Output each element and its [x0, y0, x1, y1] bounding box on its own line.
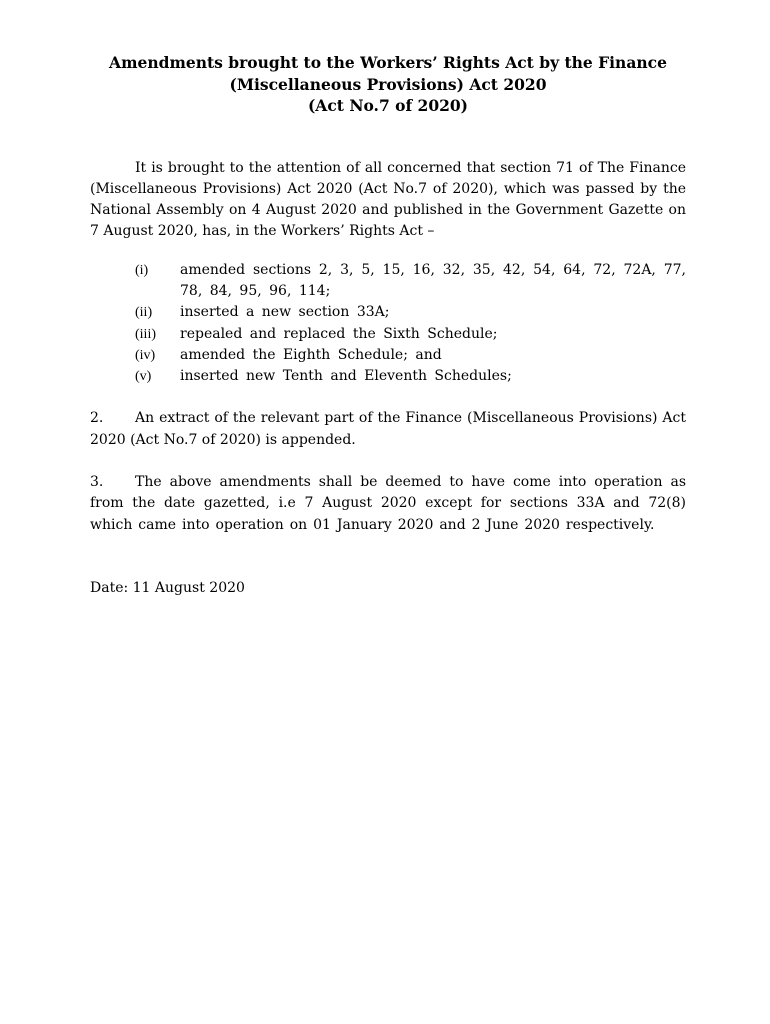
title-line-3: (Act No.7 of 2020) [307, 96, 469, 115]
list-item-number: (ii) [135, 305, 153, 321]
list-item [90, 345, 686, 366]
list-item [90, 302, 686, 323]
list-item-text: inserted a new section 33A; [180, 304, 390, 321]
list-item-text: amended the Eighth Schedule; and [180, 346, 442, 363]
list-item [90, 324, 686, 345]
document-page [90, 52, 686, 613]
title-line-1: Amendments brought to the Workers’ Rights Act by the Finance [109, 53, 667, 72]
list-item-text: inserted new Tenth and Eleventh Schedules; [180, 368, 512, 385]
list-item-text: repealed and replaced the Sixth Schedule; [180, 325, 498, 342]
list-item-number: (iv) [135, 347, 156, 363]
amendments-list [90, 260, 686, 388]
list-item-text: amended sections 2, 3, 5, 15, 16, 32, 35, 42, 54, 64, 72, 72A, 77, 78, 84, 95, 96, 114; [180, 261, 686, 299]
paragraph-3 [90, 472, 686, 536]
paragraph-text: The above amendments shall be deemed to have come into operation as from the date gazetted, i.e 7 August 2020 except for sections 33A and 72(8) which came into operation on 01 January 2020 and 2 June 2020 respectively. [90, 474, 686, 533]
paragraph-2 [90, 408, 686, 451]
list-item [90, 366, 686, 387]
list-item-number: (i) [135, 262, 149, 278]
list-item-number: (v) [135, 369, 152, 385]
paragraph-number: 3. [90, 474, 104, 491]
paragraph-text: An extract of the relevant part of the Finance (Miscellaneous Provisions) Act 2020 (Act No.7 of 2020) is appended. [90, 410, 686, 448]
document-date: Date: 11 August 2020 [90, 579, 245, 596]
list-item-number: (iii) [135, 326, 156, 342]
intro-paragraph: It is brought to the attention of all concerned that section 71 of The Finance (Miscellaneous Provisions) Act 2020 (Act No.7 of 2020), which was passed by the National Assembly on 4 August 2020 and published in the Government Gazette on 7 August 2020, has, in the Workers’ Rights Act – [90, 159, 686, 240]
title-line-2: (Miscellaneous Provisions) Act 2020 [229, 74, 547, 94]
list-item [90, 260, 686, 303]
document-title [90, 52, 686, 117]
paragraph-number: 2. [90, 410, 104, 427]
